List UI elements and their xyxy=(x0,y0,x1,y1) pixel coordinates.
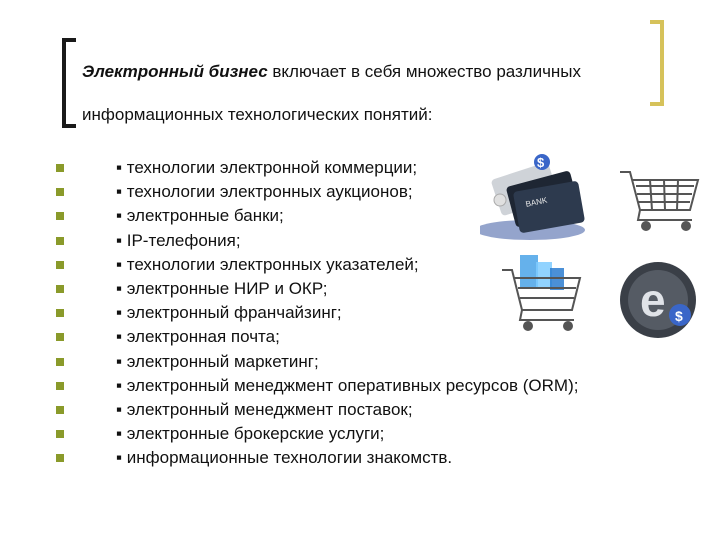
svg-text:e: e xyxy=(640,274,666,326)
square-bullet-icon xyxy=(56,285,64,293)
square-bullet-icon xyxy=(56,212,64,220)
list-item-text: ▪ электронные НИР и ОКР; xyxy=(116,278,328,298)
list-item-text: ▪ IP-телефония; xyxy=(116,230,241,250)
intro-emphasis: Электронный бизнес xyxy=(82,62,268,81)
list-item-text: ▪ электронный менеджмент поставок; xyxy=(116,399,413,419)
square-bullet-icon xyxy=(56,333,64,341)
list-item-text: ▪ технологии электронных указателей; xyxy=(116,254,419,274)
svg-text:$: $ xyxy=(675,308,683,324)
square-bullet-icon xyxy=(56,237,64,245)
list-item xyxy=(56,446,696,470)
square-bullet-icon xyxy=(56,406,64,414)
right-bracket xyxy=(650,20,664,106)
shopping-cart-bags-icon xyxy=(502,255,580,330)
list-item-text: ▪ электронные брокерские услуги; xyxy=(116,424,385,444)
e-business-badge-icon xyxy=(620,262,696,338)
list-item xyxy=(56,350,696,374)
square-bullet-icon xyxy=(56,454,64,462)
list-item xyxy=(56,398,696,422)
list-item-text: ▪ электронный менеджмент оперативных ресурсов (ORM); xyxy=(116,375,579,395)
list-item-text: ▪ электронный маркетинг; xyxy=(116,351,319,371)
shopping-cart-icon xyxy=(620,172,698,230)
credit-cards-icon xyxy=(480,154,585,240)
list-item-text: ▪ технологии электронных аукционов; xyxy=(116,182,413,202)
list-item-text: ▪ информационные технологии знакомств. xyxy=(116,448,453,468)
square-bullet-icon xyxy=(56,261,64,269)
square-bullet-icon xyxy=(56,430,64,438)
list-item-text: ▪ электронная почта; xyxy=(116,327,280,347)
square-bullet-icon xyxy=(56,358,64,366)
square-bullet-icon xyxy=(56,309,64,317)
list-item xyxy=(56,422,696,446)
intro-text xyxy=(82,50,642,136)
left-bracket xyxy=(62,38,76,128)
list-item-text: ▪ технологии электронной коммерции; xyxy=(116,158,418,177)
illustrations xyxy=(480,150,710,350)
dollar-icon: $ xyxy=(537,155,545,170)
list-item-text: ▪ электронные банки; xyxy=(116,206,284,226)
square-bullet-icon xyxy=(56,188,64,196)
square-bullet-icon xyxy=(56,382,64,390)
list-item-text: ▪ электронный франчайзинг; xyxy=(116,303,342,323)
intro-rest: включает в себя множество различных информационных технологических понятий: xyxy=(82,62,582,124)
list-item xyxy=(56,374,696,398)
square-bullet-icon xyxy=(56,164,64,172)
card-label: BANK xyxy=(524,195,549,209)
